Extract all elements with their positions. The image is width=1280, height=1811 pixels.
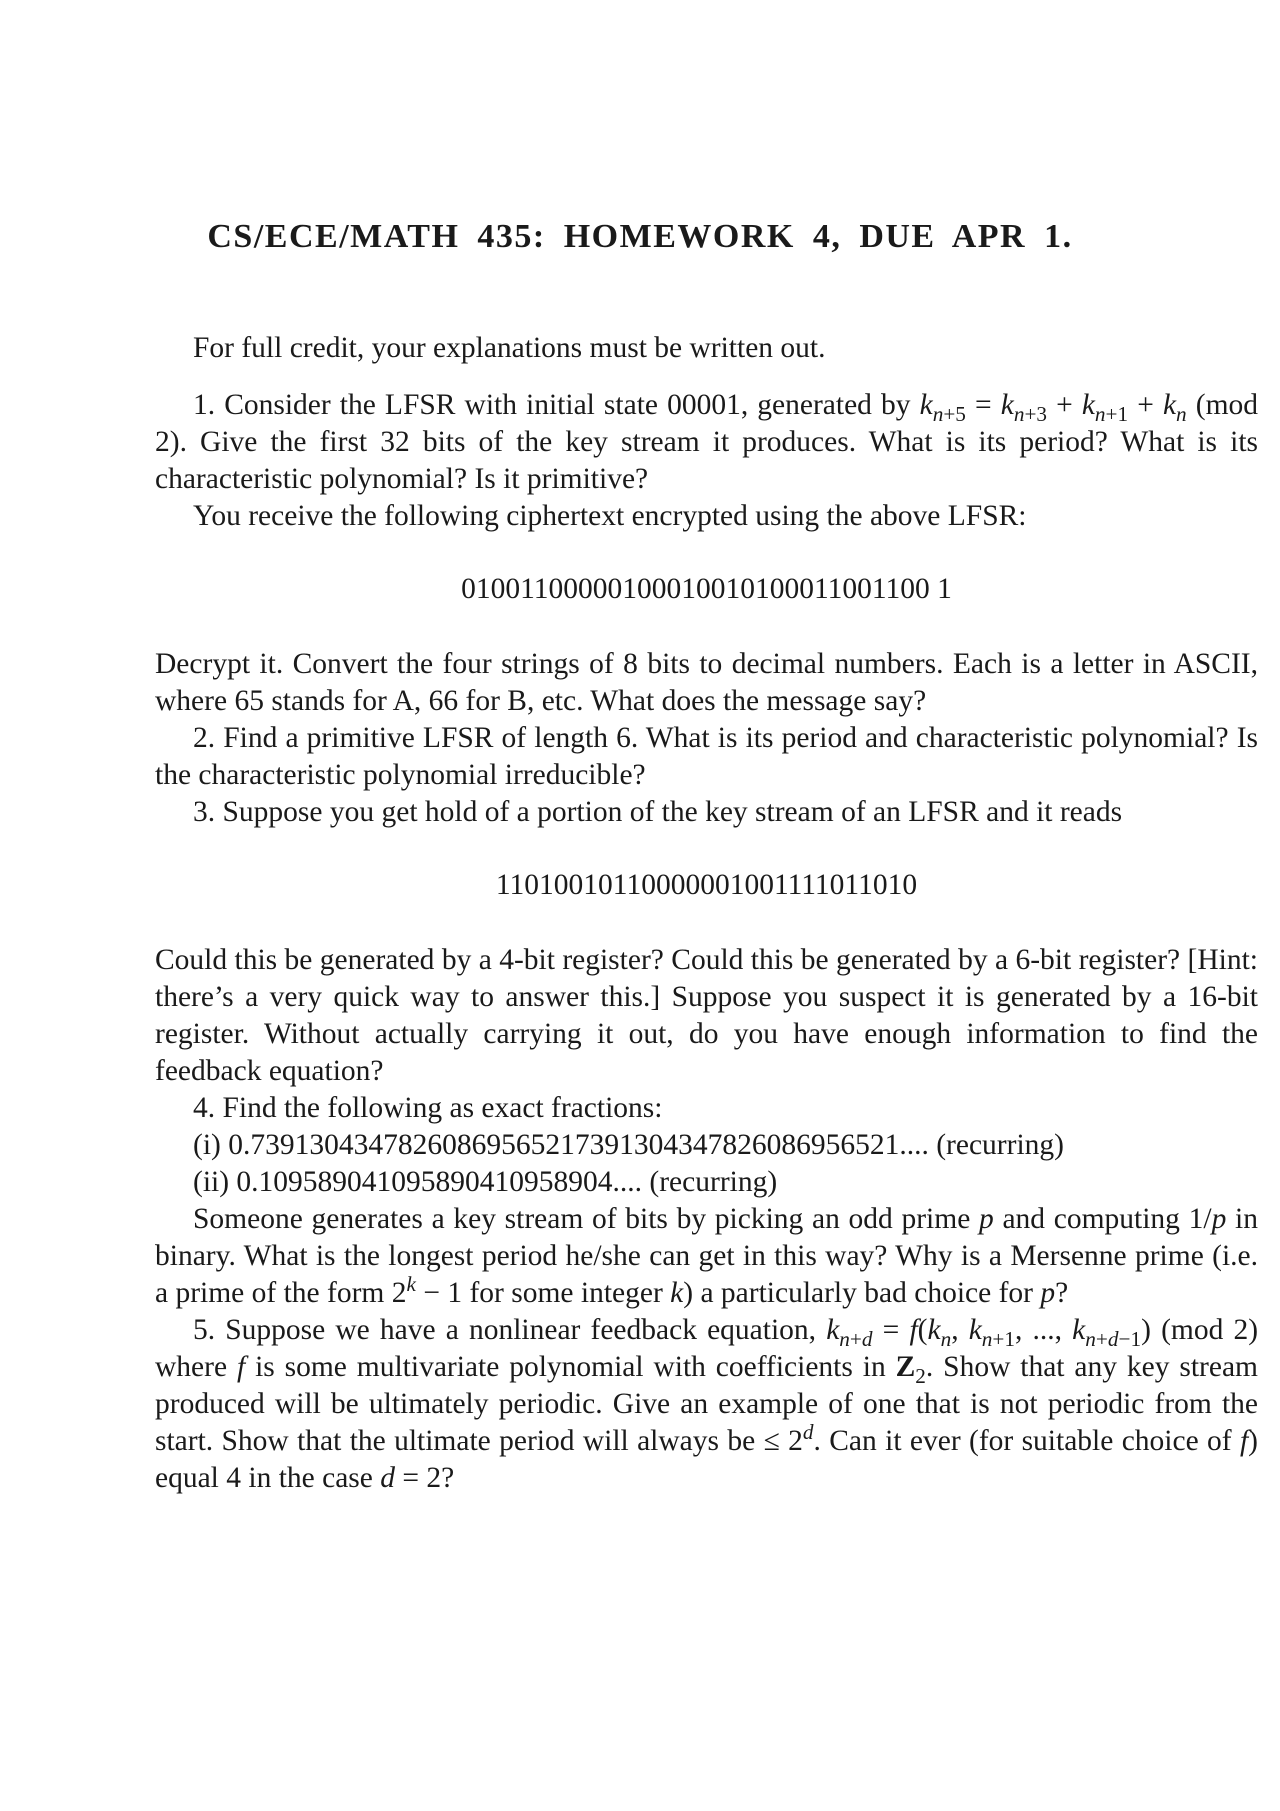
problem-4-text-4: for some integer <box>469 1277 663 1309</box>
problem-1-statement: 1. Consider the LFSR with initial state 00001, generated by $k_{n+5} = k_{n+3} + k_{n+1} + k_n$ (mod 2). Give the first 32 bits of the key stream it produces. What is its period? What is its characteristic polynomial? Is it primitive? <box>155 389 1259 495</box>
problem-2-statement: 2. Find a primitive LFSR of length 6. What is its period and characteristic polynomial? Is the characteristic polynomial irreducible? <box>155 722 1258 791</box>
problem-3-questions: Could this be generated by a 4-bit register? Could this be generated by a 6-bit register? [Hint: there’s a very quick way to answer this.] Suppose you suspect it is generated by a 16-bit register. Without actually carrying it out, do you have enough information to find the feedback equation? <box>155 944 1258 1087</box>
problem-4-text-2: and computing <box>1002 1203 1180 1235</box>
homework-body <box>155 330 1258 1497</box>
ciphertext-bits: 01001100000100010010100011001100 1 <box>461 573 952 605</box>
problem-1-text-a: 1. Consider the LFSR with initial state 00001, generated by <box>193 389 911 421</box>
problem-5-text-3: is some multivariate polynomial with coefficients in <box>255 1351 886 1383</box>
problem-4-text-1: Someone generates a key stream of bits by picking an odd prime <box>193 1203 971 1235</box>
problem-5-text-6: ) equal 4 in the case <box>155 1425 1258 1494</box>
problem-4-item-i: (i) 0.73913043478260869565217391304347826086956521.... (recurring) <box>193 1129 1064 1161</box>
problem-4-statement: 4. Find the following as exact fractions: <box>193 1092 663 1124</box>
keystream-bits: 11010010110000001001111011010 <box>495 869 918 901</box>
problem-1-ciphertext-intro: You receive the following ciphertext encrypted using the above LFSR: <box>193 500 1027 532</box>
problem-5-text-4: . Show that any key stream produced will be ultimately periodic. Give an example of one that is not periodic from the start. Show that the ultimate period will always be <box>155 1351 1258 1457</box>
problem-5-text-5: . Can it ever (for suitable choice of <box>813 1425 1232 1457</box>
intro-paragraph: For full credit, your explanations must be written out. <box>193 332 826 364</box>
problem-5-text-1: 5. Suppose we have a nonlinear feedback equation, <box>193 1314 817 1346</box>
problem-5-text-2: (mod 2) where <box>155 1314 1259 1383</box>
problem-1-decrypt: Decrypt it. Convert the four strings of 8 bits to decimal numbers. Each is a letter in ASCII, where 65 stands for A, 66 for B, etc. What does the message say? <box>155 648 1258 717</box>
problem-4-text-5: ) a particularly bad choice for <box>683 1277 1033 1309</box>
problem-4-item-ii: (ii) 0.10958904109589041095890​4.... (recurring) <box>193 1166 778 1198</box>
problem-3-statement: 3. Suppose you get hold of a portion of the key stream of an LFSR and it reads <box>193 796 1123 828</box>
page-title: CS/ECE/MATH 435: HOMEWORK 4, DUE APR 1. <box>207 218 1073 255</box>
problem-5-statement: 5. Suppose we have a nonlinear feedback equation, $k_{n+d} = f(k_n$, $k_{n+1}$, ..., $k_{n+d-1}$) (mod 2) where f is some multivariate polynomial with coefficients in $Z_2$. Show that any key stream produced will be ultimately periodic. Give an example of one that is not periodic from the start. Show that the ultimate period will always be ≤ $2^d$. Can it ever (for suitable choice of f) equal 4 in the case d = 2? <box>155 1314 1259 1494</box>
problem-1-text-b: (mod 2). Give the first 32 bits of the key stream it produces. What is its period? What is its characteristic polynomial? Is it primitive? <box>155 389 1259 495</box>
problem-4-prime-question: Someone generates a key stream of bits by picking an odd prime p and computing 1/p in binary. What is the longest period he/she can get in this way? Why is a Mersenne prime (i.e. a prime of the form $2^k - 1$ for some integer k) a particularly bad choice for p? <box>155 1203 1258 1309</box>
problem-4-text-3: in binary. What is the longest period he/she can get in this way? Why is a Mersenne prime (i.e. a prime of the form <box>155 1203 1258 1309</box>
